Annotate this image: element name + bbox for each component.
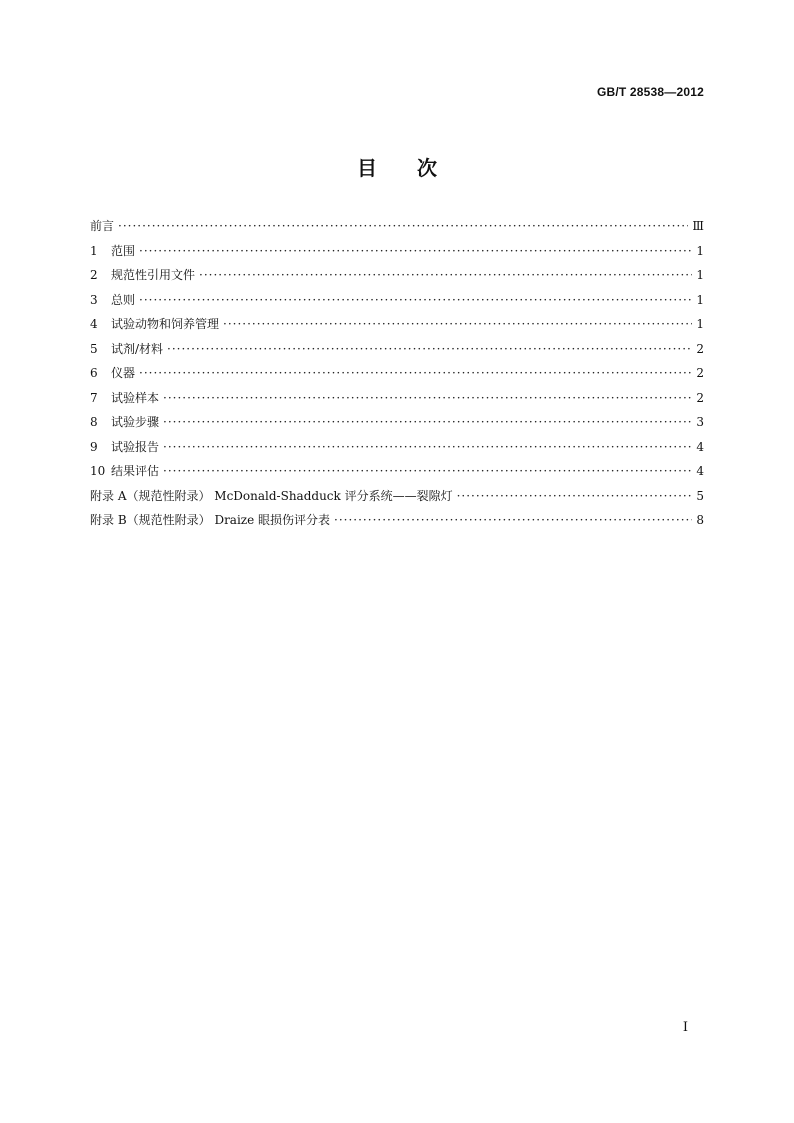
toc-entry-label: 试验动物和饲养管理 <box>111 317 220 331</box>
title-char-1: 目 <box>357 156 377 180</box>
toc-entry-page: 3 <box>696 415 704 429</box>
toc-entry-label: 规范性引用文件 <box>111 268 196 282</box>
toc-entry-number: 4 <box>90 317 98 331</box>
toc-entry-page: Ⅲ <box>692 219 704 233</box>
toc-leader <box>223 314 692 334</box>
toc-leader <box>139 290 692 310</box>
toc-leader <box>163 412 692 432</box>
toc-entry-page: 2 <box>696 366 704 380</box>
toc-leader <box>167 339 692 359</box>
toc-entry-number: 1 <box>90 243 98 258</box>
toc-leader <box>163 437 692 457</box>
toc-entry-page: 2 <box>696 341 704 356</box>
toc-entry-number: 8 <box>90 415 98 429</box>
toc-leader <box>163 388 692 408</box>
toc-entry-number: 10 <box>90 464 106 478</box>
toc-entry-page: 8 <box>696 513 704 527</box>
toc-leader <box>118 216 688 236</box>
toc-entry-number: 2 <box>90 268 98 282</box>
toc-entry-label: 试剂/材料 <box>111 341 164 356</box>
toc-entry-page: 1 <box>696 317 704 331</box>
toc-entry-10[interactable] <box>90 461 704 486</box>
toc-entry-1[interactable] <box>90 241 704 266</box>
toc-entry-9[interactable] <box>90 437 704 462</box>
page-number: I <box>682 1020 688 1035</box>
toc-entry-page: 2 <box>696 390 704 405</box>
toc-entry-5[interactable] <box>90 339 704 364</box>
toc-entry-8[interactable] <box>90 412 704 437</box>
standard-code: GB/T 28538—2012 <box>596 85 704 99</box>
toc-entry-page: 1 <box>696 268 704 282</box>
toc-entry-appendix-b[interactable] <box>90 510 704 535</box>
toc-entry-page: 1 <box>696 292 704 307</box>
toc-entry-number: 3 <box>90 292 98 307</box>
toc-entry-number: 9 <box>90 439 98 454</box>
toc-entry-label: 结果评估 <box>111 464 160 478</box>
toc-entry-foreword[interactable] <box>90 216 704 241</box>
toc-leader <box>457 486 692 506</box>
toc-entry-label: 附录 A（规范性附录） McDonald-Shadduck 评分系统——裂隙灯 <box>90 488 453 503</box>
title-char-2: 次 <box>417 156 437 180</box>
toc-entry-page: 4 <box>696 439 704 454</box>
toc-entry-number: 7 <box>90 390 98 405</box>
toc-entry-page: 4 <box>696 464 704 478</box>
toc-entry-label: 前言 <box>90 219 115 233</box>
toc-entry-page: 1 <box>696 243 704 258</box>
toc-entry-page: 5 <box>696 488 704 503</box>
toc-entry-number: 6 <box>90 366 98 380</box>
toc-entry-3[interactable] <box>90 290 704 315</box>
toc-leader <box>334 510 692 530</box>
toc-entry-7[interactable] <box>90 388 704 413</box>
page-title <box>0 152 794 181</box>
toc-entry-label: 试验步骤 <box>111 415 160 429</box>
toc-entry-6[interactable] <box>90 363 704 388</box>
toc-entry-label: 试验报告 <box>111 439 160 454</box>
toc-entry-label: 总则 <box>111 292 136 307</box>
table-of-contents <box>90 216 704 535</box>
toc-entry-label: 附录 B（规范性附录） Draize 眼损伤评分表 <box>90 513 331 527</box>
toc-leader <box>163 461 692 481</box>
toc-leader <box>139 363 692 383</box>
toc-entry-label: 试验样本 <box>111 390 160 405</box>
toc-entry-2[interactable] <box>90 265 704 290</box>
toc-entry-appendix-a[interactable] <box>90 486 704 511</box>
toc-entry-4[interactable] <box>90 314 704 339</box>
toc-entry-number: 5 <box>90 341 98 356</box>
toc-leader <box>139 241 692 261</box>
toc-leader <box>199 265 692 285</box>
toc-entry-label: 仪器 <box>111 366 136 380</box>
toc-entry-label: 范围 <box>111 243 136 258</box>
